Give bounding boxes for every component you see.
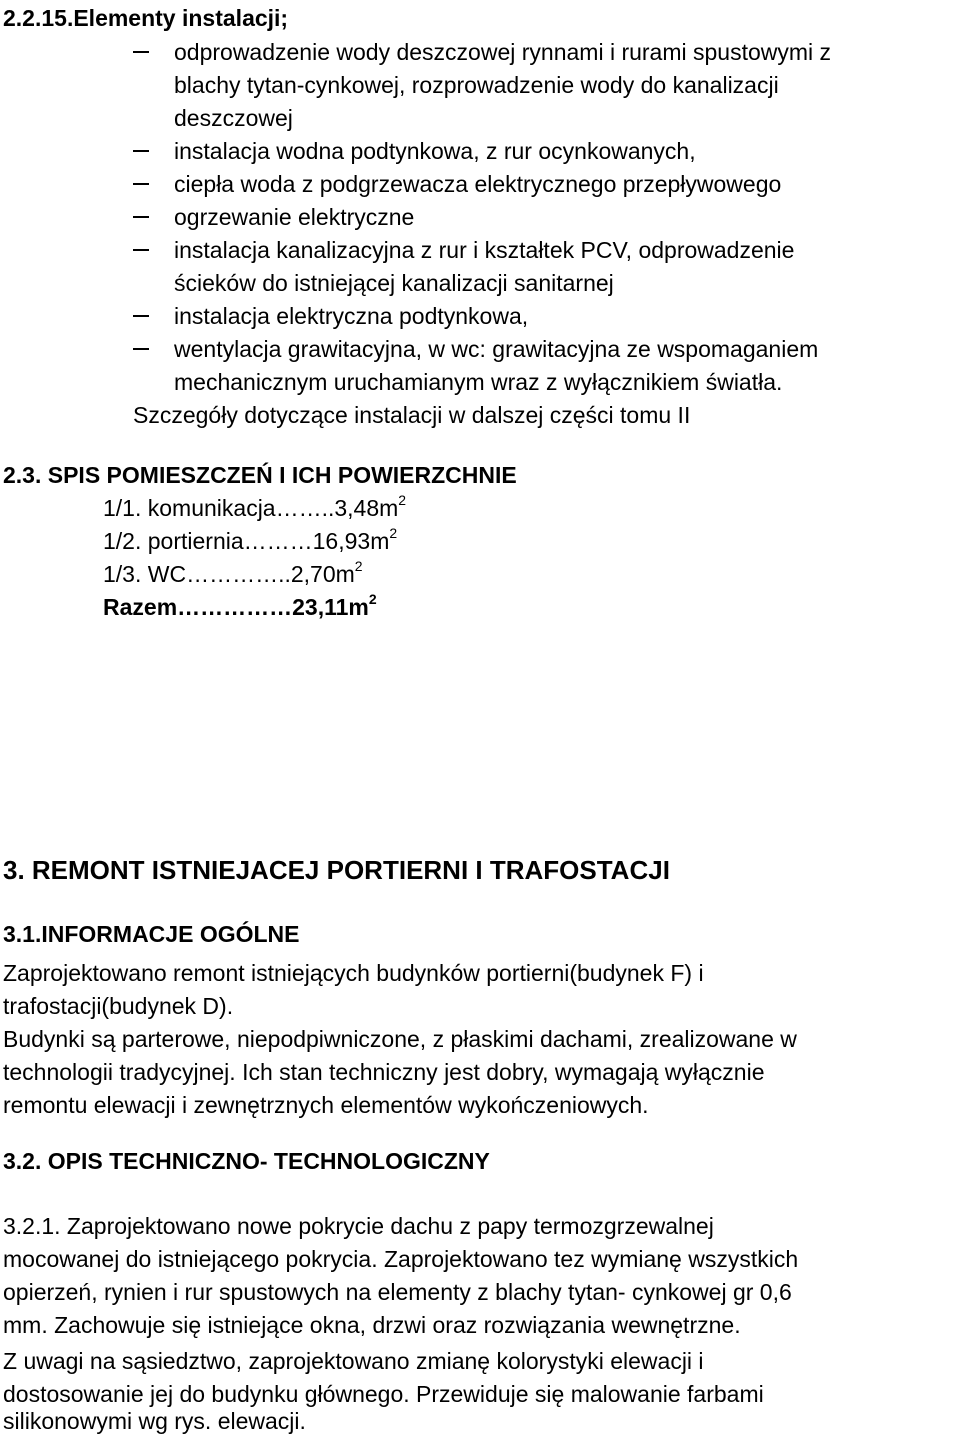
list-dash [133,249,149,251]
list-dash [133,348,149,350]
section-3-heading: 3. REMONT ISTNIEJACEJ PORTIERNI I TRAFOSTACJI [3,855,670,885]
paragraph-line: Z uwagi na sąsiedztwo, zaprojektowano zmianę kolorystyki elewacji i [3,1348,704,1374]
section-3-1-heading: 3.1.INFORMACJE OGÓLNE [3,921,300,947]
list-dash [133,51,149,53]
paragraph-line: silikonowymi wg rys. elewacji. [3,1408,306,1434]
paragraph-line: opierzeń, rynien i rur spustowych na elementy z blachy tytan- cynkowej gr 0,6 [3,1279,792,1305]
room-entry: 1/2. $portiernia\dots\dots\dots 16,93m^2$ [103,525,398,554]
room-entry: 1/3. $WC\dots\dots\dots\dots..2,70m^2$ [103,558,363,587]
paragraph-line: remontu elewacji i zewnętrznych elementów wykończeniowych. [3,1092,649,1118]
paragraph-line: technologii tradycyjnej. Ich stan techniczny jest dobry, wymagają wyłącznie [3,1059,765,1085]
section-2-2-15-footer: Szczegóły dotyczące instalacji w dalszej części tomu II [133,402,691,428]
list-item-line: instalacja wodna podtynkowa, z rur ocynkowanych, [174,138,696,164]
list-dash [133,183,149,185]
list-dash [133,216,149,218]
list-item-line: instalacja elektryczna podtynkowa, [174,303,529,329]
paragraph-line: 3.2.1. Zaprojektowano nowe pokrycie dachu z papy termozgrzewalnej [3,1213,714,1239]
list-item-line: ścieków do istniejącej kanalizacji sanitarnej [174,270,614,296]
list-dash [133,150,149,152]
room-total: $Razem\dots\dots\dots\dots\dots 23,11m^2$ [103,591,377,620]
section-2-3-heading: 2.3. SPIS POMIESZCZEŃ I ICH POWIERZCHNIE [3,462,517,488]
list-item-line: instalacja kanalizacyjna z rur i kształtek PCV, odprowadzenie [174,237,795,263]
section-2-2-15-heading: 2.2.15.Elementy instalacji; [3,5,289,31]
paragraph-line: trafostacji(budynek D). [3,993,234,1019]
paragraph-line: mm. Zachowuje się istniejące okna, drzwi oraz rozwiązania wewnętrzne. [3,1312,741,1338]
paragraph-line: mocowanej do istniejącego pokrycia. Zaprojektowano tez wymianę wszystkich [3,1246,799,1272]
paragraph-line: Zaprojektowano remont istniejących budynków portierni(budynek F) i [3,960,704,986]
list-item-line: deszczowej [174,105,293,131]
room-entry: 1/1. $komunikacja\dots\dots..3,48m^2$ [103,492,407,521]
list-item-line: ogrzewanie elektryczne [174,204,415,230]
list-item-line: wentylacja grawitacyjna, w wc: grawitacyjna ze wspomaganiem [174,336,819,362]
list-item-line: odprowadzenie wody deszczowej rynnami i rurami spustowymi z [174,39,832,65]
list-item-line: blachy tytan-cynkowej, rozprowadzenie wody do kanalizacji [174,72,779,98]
paragraph-line: dostosowanie jej do budynku głównego. Przewiduje się malowanie farbami [3,1381,764,1407]
list-dash [133,315,149,317]
section-3-2-heading: 3.2. OPIS TECHNICZNO- TECHNOLOGICZNY [3,1148,490,1174]
list-item-line: mechanicznym uruchamianym wraz z wyłącznikiem światła. [174,369,783,395]
list-item-line: ciepła woda z podgrzewacza elektrycznego przepływowego [174,171,782,197]
paragraph-line: Budynki są parterowe, niepodpiwniczone, z płaskimi dachami, zrealizowane w [3,1026,797,1052]
